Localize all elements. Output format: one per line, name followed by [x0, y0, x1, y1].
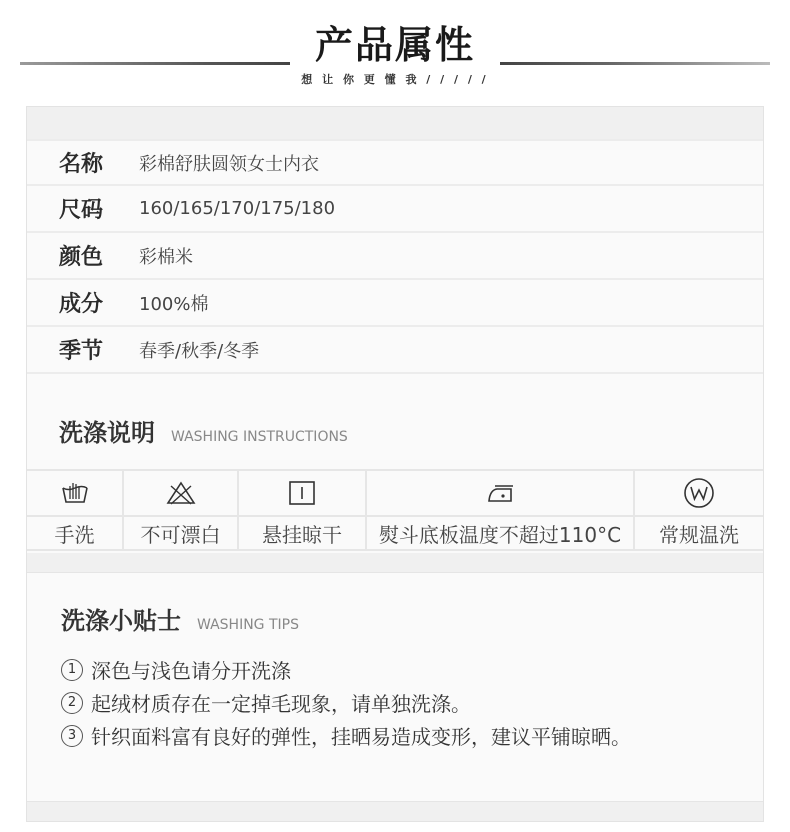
tip-item — [61, 719, 631, 752]
property-value: 100%棉 — [139, 293, 209, 315]
property-label: 季节 — [59, 339, 104, 364]
hand-wash-icon — [27, 471, 124, 515]
washing-labels-row — [27, 515, 763, 551]
property-label: 成分 — [59, 292, 104, 317]
wash-label: 手洗 — [54, 522, 95, 547]
property-row-season — [27, 327, 763, 374]
wash-label-cell — [27, 517, 124, 549]
property-value: 160/165/170/175/180 — [139, 198, 336, 219]
page-title: 产品属性 — [314, 23, 475, 67]
wash-label: 悬挂晾干 — [262, 522, 342, 547]
tips-section-title — [61, 601, 299, 636]
washing-title-en: WASHING INSTRUCTIONS — [171, 429, 348, 445]
property-label: 名称 — [59, 152, 104, 177]
product-attributes-card — [26, 106, 764, 822]
property-row-name — [27, 139, 763, 186]
property-row-composition — [27, 280, 763, 327]
top-band — [27, 107, 763, 139]
tip-text: 深色与浅色请分开洗涤 — [91, 659, 291, 683]
page-subtitle: 想 让 你 更 懂 我 / / / / / — [301, 73, 489, 86]
wash-label: 常规温洗 — [659, 522, 739, 547]
property-value: 春季/秋季/冬季 — [139, 340, 260, 362]
wash-label-cell — [124, 517, 239, 549]
tip-text: 针织面料富有良好的弹性，挂晒易造成变形，建议平铺晾晒。 — [91, 725, 631, 749]
iron-icon — [367, 471, 635, 515]
property-row-size — [27, 186, 763, 233]
hang-dry-icon — [239, 471, 367, 515]
tip-item — [61, 686, 631, 719]
regular-wash-icon — [635, 471, 763, 515]
tip-text: 起绒材质存在一定掉毛现象，请单独洗涤。 — [91, 692, 471, 716]
property-table — [27, 139, 763, 374]
tip-number: 1 — [61, 659, 83, 681]
page-header — [0, 0, 790, 100]
washing-section-title — [59, 413, 348, 448]
washing-title-zh: 洗涤说明 — [59, 419, 155, 447]
middle-band — [27, 553, 763, 573]
no-bleach-icon — [124, 471, 239, 515]
property-label: 颜色 — [59, 245, 104, 270]
wash-label: 不可漂白 — [140, 522, 221, 547]
tip-number: 3 — [61, 725, 83, 747]
tip-item — [61, 653, 631, 686]
washing-grid — [27, 469, 763, 551]
wash-label-cell — [635, 517, 763, 549]
property-value: 彩棉米 — [139, 246, 193, 268]
property-row-color — [27, 233, 763, 280]
tip-number: 2 — [61, 692, 83, 714]
bottom-band — [27, 801, 763, 821]
wash-label: 熨斗底板温度不超过110°C — [378, 522, 622, 547]
wash-label-cell — [239, 517, 367, 549]
wash-label-cell — [367, 517, 635, 549]
tips-title-zh: 洗涤小贴士 — [61, 607, 181, 635]
property-label: 尺码 — [59, 198, 104, 223]
washing-icons-row — [27, 471, 763, 515]
property-value: 彩棉舒肤圆领女士内衣 — [139, 153, 319, 175]
tips-list — [61, 653, 631, 752]
tips-title-en: WASHING TIPS — [197, 617, 299, 633]
